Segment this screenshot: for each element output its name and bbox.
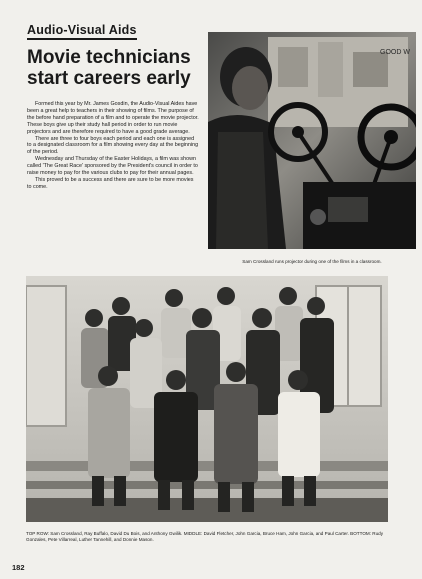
projector-photo	[208, 32, 416, 249]
section-heading: Audio-Visual Aids	[27, 24, 137, 40]
group-photo	[26, 276, 388, 522]
paragraph-4: This proved to be a success and there are sure to be more movies to come.	[27, 176, 194, 190]
paragraph-2: There are three to four boys each period and each one is assigned to a designated classroom for a film showing every day at the beginning of the period.	[27, 135, 199, 156]
group-photo-caption: TOP ROW: Sam Crossland, Ray Buffalo, David Du Bois, and Anthony Gwilik. MIDDLE: David Fletcher, John Garcia, Bruce Ham, John Garcia, and Paul Carter. BOTTOM: Rudy Gonzales, Pete Villarreal, Luther Tannehill, and Donnie Mason.	[26, 531, 384, 542]
paragraph-3: Wednesday and Thursday of the Easter Holidays, a film was shown called 'The Great Race' sponsored by the President's council in order to raise money to pay for the various clubs to pay for their annual pages.	[27, 156, 198, 177]
projector-photo-caption: Sam Crossland runs projector during one of the films in a classroom.	[242, 259, 382, 264]
headline-line-1: Movie technicians	[27, 47, 191, 68]
headline-line-2: start careers early	[27, 68, 191, 89]
group-photo-image	[26, 276, 388, 522]
headline	[27, 47, 207, 89]
projector-photo-image	[208, 32, 416, 249]
sign-text: GOOD W	[380, 49, 410, 56]
paragraph-1: Formed this year by Mr. James Gosdin, the Audio-Visual Aides have been a great help to teachers in their showing of films. The purpose of the before hand preparation of a film and to operate the movie projector. These boys give up their study hall period in order to run movie projectors and are therefore required to have a good grade average.	[27, 101, 199, 135]
page-number: 182	[12, 563, 25, 572]
article-body	[27, 101, 199, 191]
